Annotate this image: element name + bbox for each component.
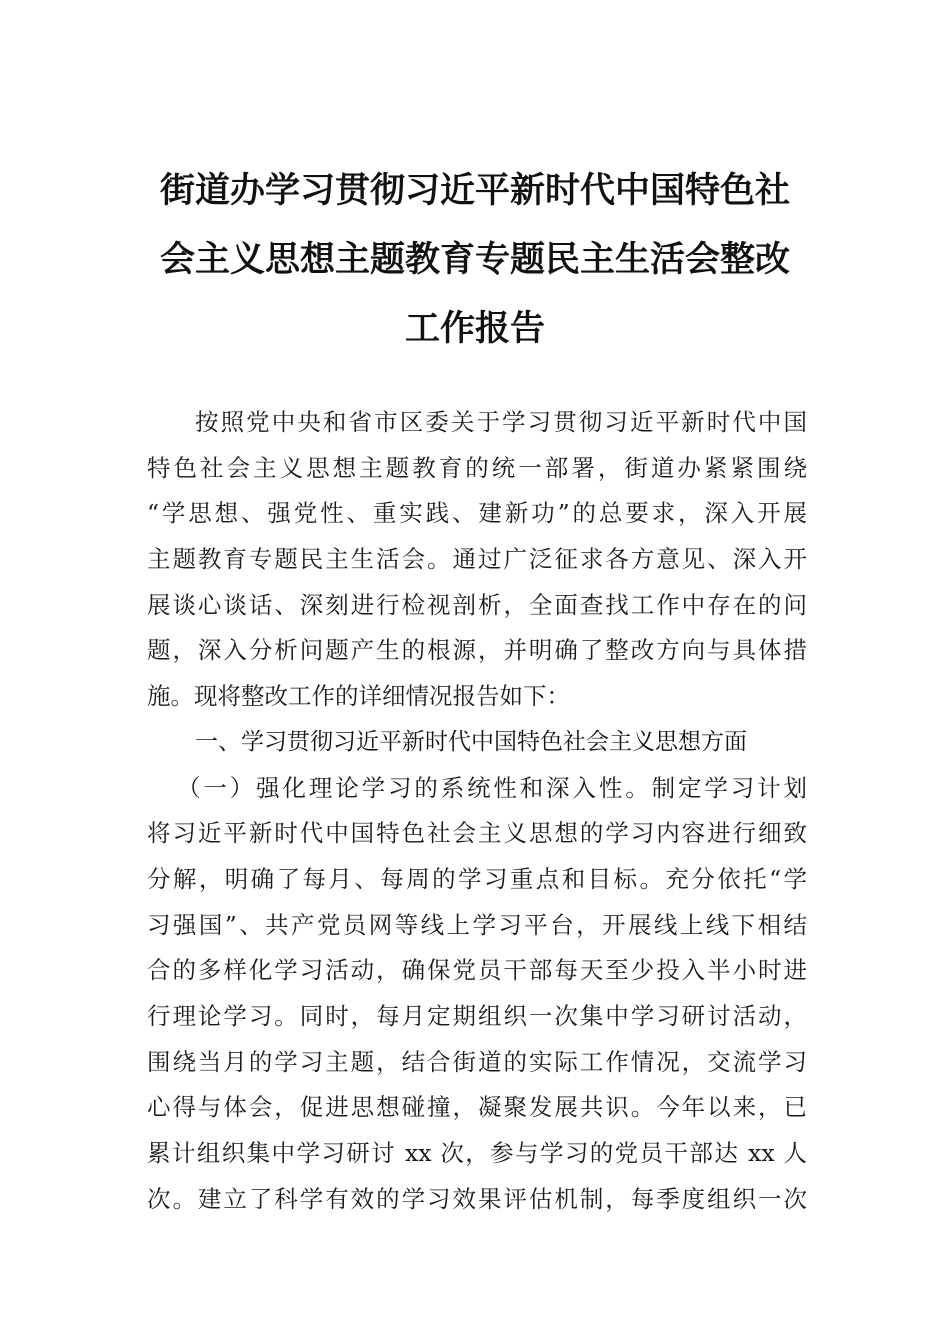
sub-line-6: 行理论学习。同时，每月定期组织一次集中学习研讨活动，	[147, 1001, 807, 1030]
intro-line-3: “学思想、强党性、重实践、建新功”的总要求，深入开展	[147, 499, 807, 528]
document-body	[147, 400, 807, 1222]
sub-line-7: 围绕当月的学习主题，结合街道的实际工作情况，交流学习	[147, 1047, 807, 1076]
intro-line-6: 题，深入分析问题产生的根源，并明确了整改方向与具体措	[147, 636, 807, 665]
document-title	[140, 156, 810, 363]
intro-line-2: 特色社会主义思想主题教育的统一部署，街道办紧紧围绕	[147, 453, 807, 482]
title-line-1: 街道办学习贯彻习近平新时代中国特色社	[159, 170, 790, 211]
section-heading: 一、学习贯彻习近平新时代中国特色社会主义思想方面	[195, 728, 747, 755]
intro-line-7: 施。现将整改工作的详细情况报告如下：	[147, 682, 570, 711]
title-line-3: 工作报告	[404, 308, 545, 349]
sub-line-9: 累计组织集中学习研讨 xx 次，参与学习的党员干部达 xx 人	[147, 1139, 807, 1167]
sub-line-1: （一）强化理论学习的系统性和深入性。制定学习计划	[177, 773, 807, 802]
sub-line-3: 分解，明确了每月、每周的学习重点和目标。充分依托“学	[147, 864, 807, 893]
intro-line-1: 按照党中央和省市区委关于学习贯彻习近平新时代中国	[195, 408, 807, 436]
intro-line-5: 展谈心谈话、深刻进行检视剖析，全面查找工作中存在的问	[147, 590, 807, 619]
sub-line-10: 次。建立了科学有效的学习效果评估机制，每季度组织一次	[147, 1184, 807, 1213]
title-line-2: 会主义思想主题教育专题民主生活会整改	[159, 239, 790, 280]
sub-line-2: 将习近平新时代中国特色社会主义思想的学习内容进行细致	[147, 819, 807, 848]
sub-line-5: 合的多样化学习活动，确保党员干部每天至少投入半小时进	[147, 956, 807, 985]
intro-line-4: 主题教育专题民主生活会。通过广泛征求各方意见、深入开	[147, 545, 807, 574]
sub-line-4: 习强国”、共产党员网等线上学习平台，开展线上线下相结	[147, 910, 807, 939]
sub-line-8: 心得与体会，促进思想碰撞，凝聚发展共识。今年以来，已	[147, 1093, 807, 1122]
